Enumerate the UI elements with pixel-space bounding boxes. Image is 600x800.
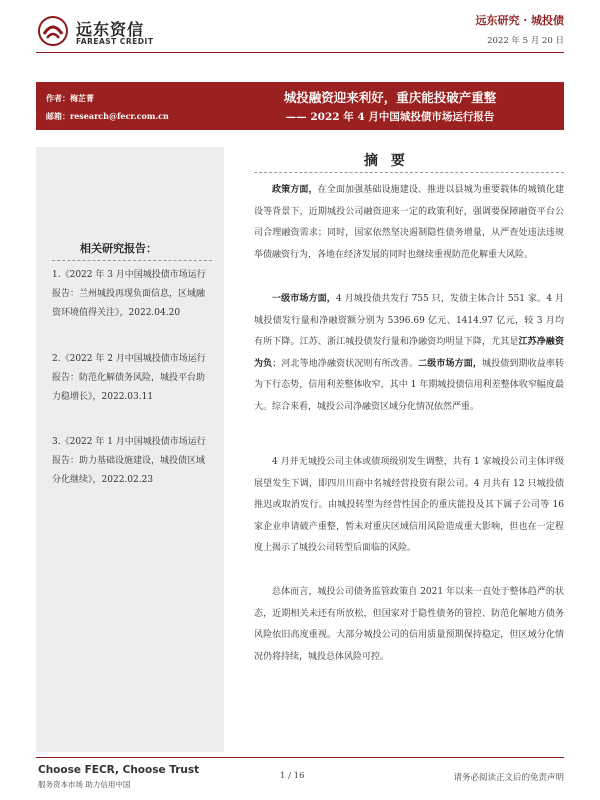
- sidebar-divider: [52, 260, 212, 261]
- paragraph-text: ；河北等地净融资状况则有所改善。: [272, 358, 419, 369]
- page-number: 1 / 16: [280, 771, 305, 781]
- abstract-paragraph-policy: [254, 180, 564, 266]
- related-report-date: ，2022.02.23: [92, 475, 154, 485]
- related-report-item[interactable]: [52, 433, 212, 490]
- related-report-date: ，2022.03.11: [92, 392, 154, 402]
- report-title: 城投融资迎来利好，重庆能投破产重整: [283, 90, 497, 105]
- footer-divider: [36, 757, 564, 758]
- author-label: 作者：梅芷菁: [46, 93, 94, 103]
- paragraph-text: 4 月并无城投公司主体或债项级别发生调整，共有 1 家城投公司主体评级展望发生下调，即四川川商中名城经营投资有限公司。4 月共有 12 只城投债推迟或取消发行。由城投转型为经营性国企的重庆能投及其下属子公司等 16 家企业申请破产重整，暂未对重庆区域信用风险造成重大影响，但也在一定程度上揭示了城投公司转型后面临的风险。: [254, 457, 564, 554]
- paragraph-text: 城投债到期收益率转为下行态势，信用利差整体收窄，其中 1 年期城投债信用利差整体收窄幅度最大。综合来看，城投公司净融资区域分化情况依然严重。: [254, 358, 564, 412]
- related-report-text: 2.《2022 年 2 月中国城投债市场运行报告：防范化解债务风险，城投平台助力稳增长》: [52, 354, 206, 402]
- abstract-paragraph-summary: [254, 582, 564, 668]
- paragraph-text: 在全面加强基础设施建设、推进以县城为重要载体的城镇化建设等背景下，近期城投公司融资迎来一定的政策利好，强调要保障融资平台公司合理融资需求；同时，国家依然坚决遏制隐性债务增量，从严查处违法违规举债融资行为，各地在经济发展的同时也继续重视防范化解重大风险。: [254, 185, 564, 260]
- related-report-text: 3.《2022 年 1 月中国城投债市场运行报告：助力基础设施建设，城投债区域分化继续》: [52, 437, 206, 485]
- paragraph-highlight: 江苏净融资为负: [254, 337, 564, 369]
- logo-text-cn: 远东资信: [76, 20, 145, 39]
- related-reports-title: 相关研究报告：: [80, 242, 157, 255]
- paragraph-text: 4 月城投债共发行 755 只，发债主体合计 551 家。4 月城投债发行量和净融资额分别为 5396.69 亿元、1414.97 亿元，较 3 月均有所下降。江苏、浙江城投债发行量和净融资均明显下降，尤其是: [254, 294, 564, 348]
- author-email: 邮箱：research@fecr.com.cn: [46, 111, 169, 121]
- logo-icon: [38, 16, 68, 46]
- report-subtitle: —— 2022 年 4 月中国城投债市场运行报告: [285, 111, 495, 123]
- header-divider: [36, 52, 564, 53]
- related-report-date: ，2022.04.20: [119, 308, 181, 318]
- paragraph-lead: 政策方面，: [272, 185, 318, 195]
- footer-subslogan: 服务资本市场 助力信用中国: [38, 780, 131, 789]
- paragraph-lead: 二级市场方面，: [418, 358, 483, 369]
- paragraph-text: 总体而言，城投公司债务监管政策自 2021 年以来一直处于整体趋严的状态，近期相关未还有所放松，但国家对于隐性债务的管控、防范化解地方债务风险依旧高度重视。大部分城投公司的信用质量预期保持稳定，但区域分化情况仍将持续，城投总体风险可控。: [254, 587, 564, 662]
- paragraph-lead: 一级市场方面，: [272, 294, 336, 304]
- logo-text-en: FAREAST CREDIT: [76, 37, 154, 46]
- related-report-item[interactable]: [52, 350, 212, 407]
- abstract-divider: [254, 172, 564, 173]
- report-date: 2022 年 5 月 20 日: [487, 36, 564, 46]
- footer-slogan: Choose FECR, Choose Trust: [38, 764, 200, 776]
- footer-disclaimer: 请务必阅读正文后的免责声明: [453, 773, 564, 783]
- company-logo: [38, 12, 188, 52]
- related-report-text: 1.《2022 年 3 月中国城投债市场运行报告：兰州城投再现负面信息，区域融资环境值得关注》: [52, 270, 206, 318]
- abstract-title: 摘 要: [364, 153, 409, 169]
- report-category: 远东研究 · 城投债: [475, 14, 564, 27]
- abstract-paragraph-rating: [254, 452, 564, 560]
- related-report-item[interactable]: [52, 266, 212, 323]
- abstract-paragraph-market: [254, 289, 564, 419]
